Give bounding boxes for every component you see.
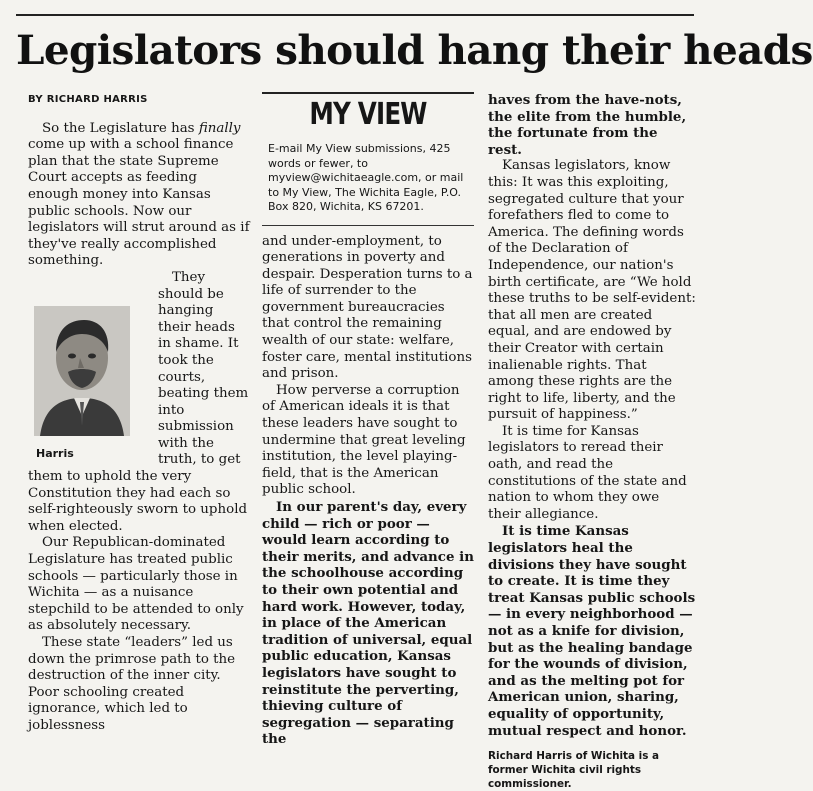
- paragraph: They should be hanging their heads in shame. It took the courts, beating them into submission with the truth, to get them to uphold the very Constitution they had each so self-righteously sworn to uphold when elected.: [28, 269, 249, 534]
- text-run: come up with a school finance plan that the state Supreme Court accepts as feeding enough money into Kansas public schools. Now our legislators will strut around as if they've really accomplished something.: [28, 137, 250, 269]
- author-signoff: Richard Harris of Wichita is a former Wichita civil rights commissioner.: [488, 750, 660, 791]
- text-run: So the Legislature has: [42, 120, 199, 136]
- headline: Legislators should hang their heads: [16, 26, 813, 74]
- photo-caption: Harris: [36, 446, 74, 460]
- paragraph: haves from the have-nots, the elite from the humble, the fortunate from the rest.: [488, 92, 687, 158]
- paragraph: It is time Kansas legislators heal the divisions they have sought to create. It is time they treat Kansas public schools — in every neighborhood — not as a knife for division, but as the healing bandage for the wounds of division, and as the melting pot for American union, sharing, equality of opportunity, mutual respect and honor.: [488, 523, 696, 739]
- paragraph: Our Republican-dominated Legislature has treated public schools — particularly those in Wichita — as a nuisance stepchild to be attended to only as absolutely necessary.: [28, 535, 244, 634]
- emphasis: finally: [198, 120, 241, 136]
- author-photo-block: [28, 272, 152, 462]
- my-view-submission-info: E-mail My View submissions, 425 words or fewer, to myview@wichitaeagle.com, or mail to My View, The Wichita Eagle, P.O. Box 820, Wichita, KS 67201.: [268, 142, 464, 213]
- my-view-rule: [262, 92, 474, 94]
- author-photo: [34, 306, 130, 436]
- paragraph: How perverse a corruption of American ideals it is that these leaders have sought to undermine that great leveling institution, the level playing-field, that is the American public school.: [262, 382, 466, 498]
- paragraph: These state “leaders” led us down the primrose path to the destruction of the inner city. Poor schooling created ignorance, which led to joblessness: [28, 635, 236, 733]
- paragraph: and under-employment, to generations in poverty and despair. Desperation turns to a life of surrender to the government bureaucracies that control the remaining wealth of our state: welfare, foster care, mental institutions and prison.: [262, 233, 473, 382]
- top-rule: [16, 14, 694, 16]
- paragraph: [28, 121, 250, 270]
- my-view-box: [262, 92, 474, 226]
- paragraph: Kansas legislators, know this: It was this exploiting, segregated culture that your forefathers fled to come to America. The defining words of the Declaration of Independence, our nation's birth certificate, are “We hold these truths to be self-evident: that all men are created equal, and are endowed by their Creator with certain inalienable rights. That among these rights are the right to life, liberty, and the pursuit of happiness.”: [488, 158, 696, 423]
- my-view-title: MY VIEW: [309, 97, 427, 132]
- column-2: [262, 92, 474, 748]
- column-1: [28, 92, 250, 735]
- column-3: [488, 92, 696, 791]
- paragraph: In our parent's day, every child — rich or poor — would learn according to their merits, and advance in the schoolhouse according to their own potential and hard work. However, today, in place of the American tradition of universal, equal public education, Kansas legislators have sought to reinstitute the perverting, thieving culture of segregation — separating the: [262, 499, 474, 748]
- byline: BY RICHARD HARRIS: [28, 94, 148, 105]
- paragraph: It is time for Kansas legislators to reread their oath, and read the constitutions of the state and nation to whom they owe their allegiance.: [488, 423, 687, 522]
